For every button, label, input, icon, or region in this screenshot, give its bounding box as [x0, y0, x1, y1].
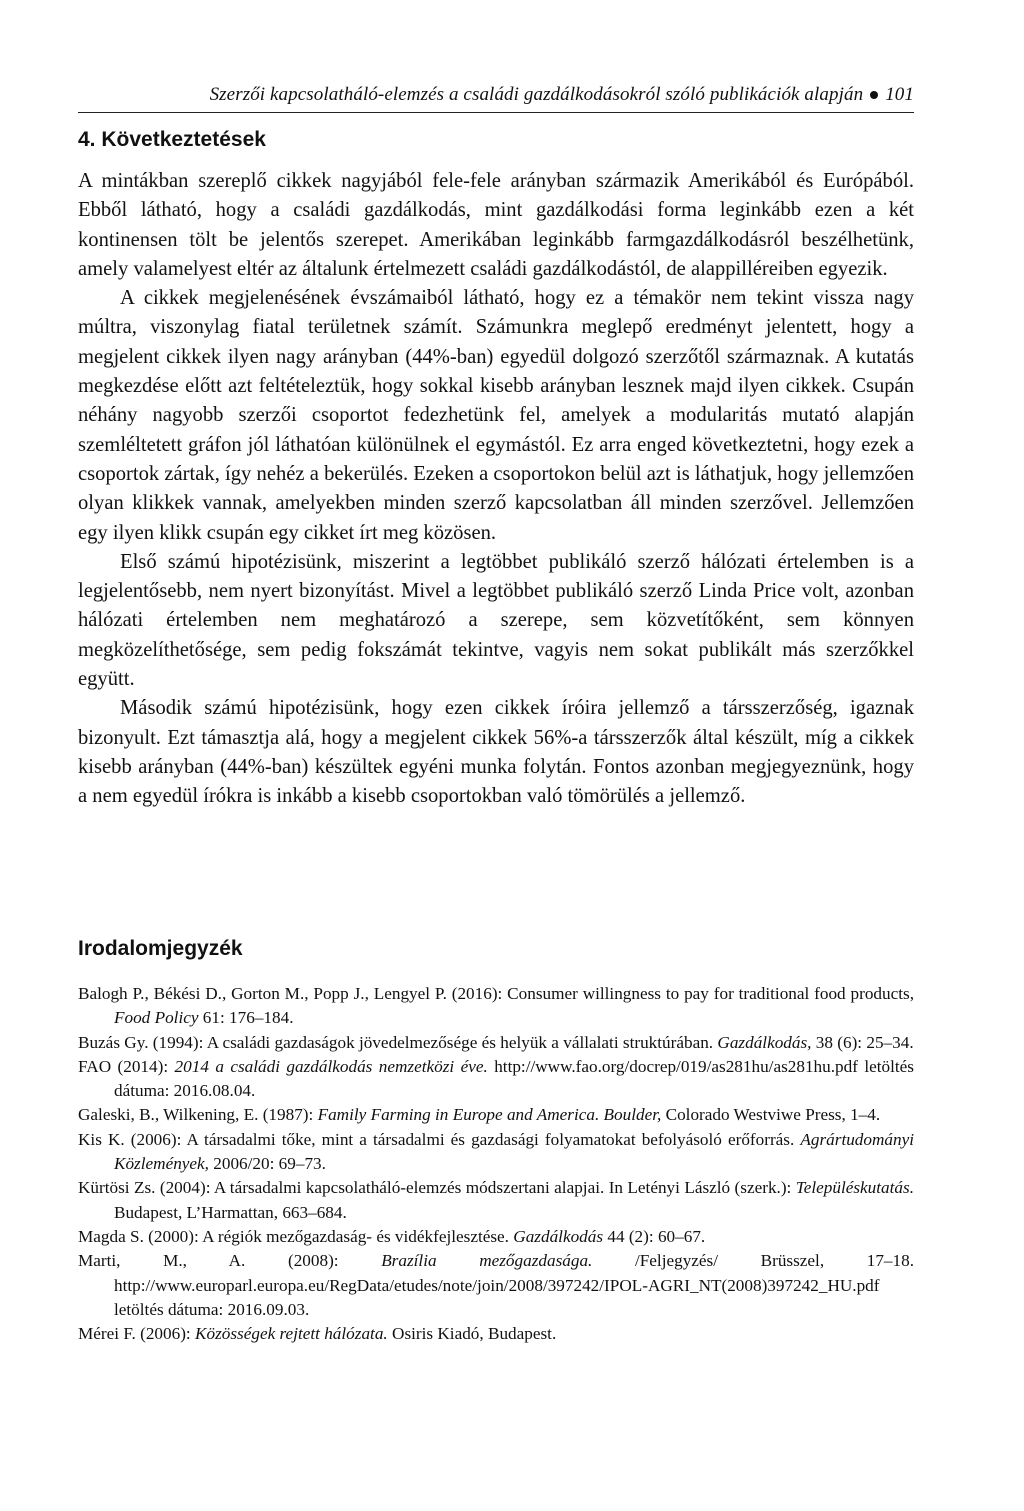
- reference-item: Balogh P., Békési D., Gorton M., Popp J., Lengyel P. (2016): Consumer willingness to pay for traditional food products, Food Policy 61: 176–184.: [78, 984, 914, 1028]
- section-title: 4. Következtetések: [78, 128, 266, 151]
- reference-item: Mérei F. (2006): Közösségek rejtett hálózata. Osiris Kiadó, Budapest.: [78, 1324, 557, 1344]
- references-list: [78, 982, 914, 1346]
- reference-item: Magda S. (2000): A régiók mezőgazdaság- és vidékfejlesztése. Gazdálkodás 44 (2): 60–67.: [78, 1226, 706, 1246]
- paragraph: A mintákban szereplő cikkek nagyjából fele-fele arányban származik Amerikából és Európából. Ebből látható, hogy a családi gazdálkodás, mint gazdálkodási forma leginkább ezen a két kontinensen tölt be jelentős szerepet. Amerikában leginkább farmgazdálkodásról beszélhetünk, amely valamelyest eltér az általunk értelmezett családi gazdálkodástól, de alappilléreiben egyezik.: [78, 170, 914, 280]
- bullet-icon: [870, 91, 878, 99]
- paragraph: A cikkek megjelenésének évszámaiból látható, hogy ez a témakör nem tekint vissza nagy múltra, viszonylag fiatal területnek számít. Számunkra meglepő eredményt jelentett, hogy a megjelent cikkek ilyen nagy arányban (44%-ban) egyedül dolgozó szerzőtől származnak. A kutatás megkezdése előtt azt feltételeztük, hogy sokkal kisebb arányban lesznek majd ilyen cikkek. Csupán néhány nagyobb szerzői csoportot fedezhetünk fel, amelyek a modularitás mutató alapján szemléltetett gráfon jól láthatóan különülnek el egymástól. Ez arra enged következtetni, hogy ezek a csoportok zártak, így nehéz a bekerülés. Ezeken a csoportokon belül azt is láthatjuk, hogy jellemzően olyan klikkek vannak, amelyekben minden szerző kapcsolatban áll minden szerzővel. Jellemzően egy ilyen klikk csupán egy cikket írt meg közösen.: [78, 287, 914, 544]
- page-number: 101: [885, 84, 914, 105]
- reference-item: Kis K. (2006): A társadalmi tőke, mint a társadalmi és gazdasági folyamatokat befolyásoló erőforrás. Agrártudományi Közlemények, 2006/20: 69–73.: [78, 1129, 914, 1174]
- reference-item: Kürtösi Zs. (2004): A társadalmi kapcsolatháló-elemzés módszertani alapjai. In Letényi László (szerk.): Településkutatás. Budapest, L’Harmattan, 663–684.: [78, 1178, 914, 1222]
- running-title: Szerzői kapcsolatháló-elemzés a családi gazdálkodásokról szóló publikációk alapján: [209, 84, 864, 105]
- paragraph: Első számú hipotézisünk, miszerint a legtöbbet publikáló szerző hálózati értelemben is a legjelentősebb, nem nyert bizonyítást. Mivel a legtöbbet publikáló szerző Linda Price volt, azonban hálózati értelemben nem meghatározó a szerepe, sem közvetítőként, sem könnyen megközelíthetősége, sem pedig fokszámát tekintve, vagyis nem sokat publikált más szerzőkkel együtt.: [78, 550, 914, 691]
- references-title: Irodalomjegyzék: [78, 937, 243, 960]
- reference-item: Galeski, B., Wilkening, E. (1987): Family Farming in Europe and America. Boulder, Colorado Westviwe Press, 1–4.: [78, 1105, 881, 1125]
- body-text: [78, 167, 914, 812]
- reference-item: Buzás Gy. (1994): A családi gazdaságok jövedelmezősége és helyük a vállalati struktúrában. Gazdálkodás, 38 (6): 25–34.: [78, 1032, 914, 1052]
- running-header: [210, 84, 914, 106]
- paragraph: Második számú hipotézisünk, hogy ezen cikkek íróira jellemző a társszerzőség, igaznak bizonyult. Ezt támasztja alá, hogy a megjelent cikkek 56%-a társszerzők által készült, míg a cikkek kisebb arányban (44%-ban) készültek egyéni munka folytán. Fontos azonban megjegyeznünk, hogy a nem egyedül írókra is inkább a kisebb csoportokban való tömörülés a jellemző.: [78, 697, 914, 808]
- reference-item: FAO (2014): 2014 a családi gazdálkodás nemzetközi éve. http://www.fao.org/docrep/019/as281hu/as281hu.pdf letöltés dátuma: 2016.08.04.: [78, 1056, 914, 1101]
- header-rule: [78, 112, 914, 113]
- reference-item: Marti, M., A. (2008): Brazília mezőgazdasága. /Feljegyzés/ Brüsszel, 17–18. http://www.europarl.europa.eu/RegData/etudes/note/join/2008/397242/IPOL-AGRI_NT(2008)397242_HU.pdf letöltés dátuma: 2016.09.03.: [78, 1251, 915, 1319]
